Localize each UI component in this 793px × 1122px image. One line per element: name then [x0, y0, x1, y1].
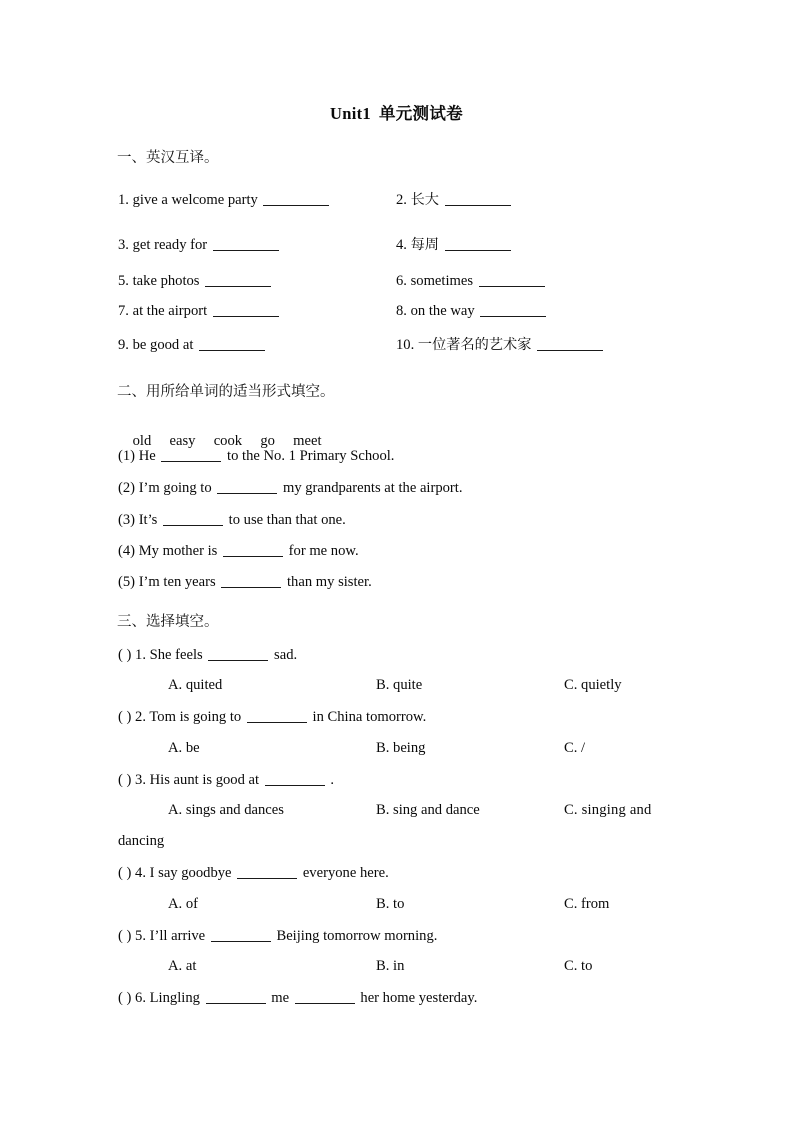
item-text: be good at — [132, 336, 194, 353]
option-c[interactable]: C. from — [564, 896, 610, 912]
word-bank-item-old: old — [132, 433, 152, 449]
item-text-after: than my sister. — [287, 573, 372, 590]
translation-item-4 — [396, 236, 513, 253]
word-bank-item-meet: meet — [293, 433, 322, 449]
item-text-after: my grandparents at the airport. — [282, 479, 463, 496]
choice-question-1 — [118, 646, 297, 663]
choice-question-5 — [118, 927, 437, 944]
section-2-heading: 二、用所给单词的适当形式填空。 — [117, 384, 335, 400]
item-number: (5) — [118, 573, 136, 590]
option-c[interactable]: C. quietly — [564, 677, 622, 693]
item-number: (4) — [118, 542, 136, 559]
page-title — [0, 100, 793, 124]
page-title-en: Unit1 — [330, 104, 371, 123]
item-text-middle: me — [271, 989, 290, 1006]
answer-bracket[interactable]: ( ) — [118, 708, 132, 725]
item-number: 8. — [396, 302, 407, 319]
option-b[interactable]: B. in — [376, 958, 405, 974]
answer-blank[interactable] — [163, 511, 223, 526]
item-text-after: for me now. — [288, 542, 359, 559]
answer-blank[interactable] — [295, 989, 355, 1004]
item-text-before: My mother is — [138, 542, 218, 559]
word-bank-item-go: go — [260, 433, 275, 449]
answer-blank[interactable] — [213, 302, 279, 317]
item-text-before: She feels — [149, 646, 203, 663]
item-text: on the way — [410, 302, 475, 319]
word-bank-item-cook: cook — [213, 433, 243, 449]
item-text-before: I say goodbye — [149, 864, 232, 881]
translation-item-3 — [118, 236, 281, 253]
item-text-before: His aunt is good at — [149, 771, 260, 788]
item-text: at the airport — [132, 302, 208, 319]
answer-blank[interactable] — [445, 191, 511, 206]
item-number: (2) — [118, 479, 136, 496]
fill-blank-item-1 — [118, 447, 394, 464]
fill-blank-item-2 — [118, 479, 463, 496]
section-1-heading: 一、英汉互译。 — [117, 150, 219, 166]
answer-blank[interactable] — [161, 447, 221, 462]
answer-blank[interactable] — [480, 302, 546, 317]
option-b[interactable]: B. sing and dance — [376, 802, 480, 818]
item-number: 9. — [118, 336, 129, 353]
choice-question-2 — [118, 708, 426, 725]
item-number: 4. — [396, 236, 407, 253]
item-text-after: in China tomorrow. — [312, 708, 427, 725]
answer-bracket[interactable]: ( ) — [118, 771, 132, 788]
answer-blank[interactable] — [223, 542, 283, 557]
translation-item-6 — [396, 272, 547, 289]
item-text: take photos — [132, 272, 200, 289]
option-a[interactable]: A. of — [168, 896, 198, 912]
answer-blank[interactable] — [217, 479, 277, 494]
choice-question-3 — [118, 771, 334, 788]
item-number: (3) — [118, 511, 136, 528]
item-number: 5. — [118, 272, 129, 289]
option-b[interactable]: B. being — [376, 740, 426, 756]
choice-options-1 — [0, 677, 680, 699]
item-text: 每周 — [410, 236, 439, 253]
item-text-after: everyone here. — [302, 864, 389, 881]
option-a[interactable]: A. sings and dances — [168, 802, 284, 818]
translation-item-2 — [396, 191, 513, 208]
translation-item-9 — [118, 336, 267, 353]
answer-blank[interactable] — [211, 927, 271, 942]
item-number: 2. — [135, 708, 146, 725]
answer-bracket[interactable]: ( ) — [118, 927, 132, 944]
item-text: 一位著名的艺术家 — [417, 336, 532, 353]
item-text-before: I’m going to — [138, 479, 212, 496]
choice-options-4 — [0, 896, 680, 918]
item-text-after: . — [330, 771, 335, 788]
item-number: 10. — [396, 336, 415, 353]
choice-options-3 — [0, 802, 680, 824]
option-c[interactable]: C. to — [564, 958, 593, 974]
answer-blank[interactable] — [479, 272, 545, 287]
word-bank-item-easy: easy — [169, 433, 196, 449]
item-text-after: sad. — [274, 646, 298, 663]
option-a[interactable]: A. quited — [168, 677, 223, 693]
item-text-before: I’m ten years — [138, 573, 216, 590]
choice-question-6 — [118, 989, 477, 1006]
answer-bracket[interactable]: ( ) — [118, 989, 132, 1006]
item-number: 1. — [135, 646, 146, 663]
item-number: 2. — [396, 191, 407, 208]
choice-options-2 — [0, 740, 680, 762]
item-text: get ready for — [132, 236, 208, 253]
item-text: 长大 — [410, 191, 439, 208]
fill-blank-item-3 — [118, 511, 346, 528]
option-a[interactable]: A. be — [168, 740, 200, 756]
item-number: 1. — [118, 191, 129, 208]
section-3-heading: 三、选择填空。 — [117, 614, 219, 630]
option-c[interactable]: C. / — [564, 740, 586, 756]
item-number: 4. — [135, 864, 146, 881]
answer-blank[interactable] — [265, 771, 325, 786]
item-text-before: I’ll arrive — [149, 927, 206, 944]
item-text-after: Beijing tomorrow morning. — [276, 927, 438, 944]
item-number: 7. — [118, 302, 129, 319]
answer-blank[interactable] — [213, 236, 279, 251]
translation-item-8 — [396, 302, 548, 319]
option-b[interactable]: B. quite — [376, 677, 423, 693]
translation-item-7 — [118, 302, 281, 319]
answer-blank[interactable] — [221, 573, 281, 588]
page-title-cn: 单元测试卷 — [378, 104, 463, 123]
item-text-after: to use than that one. — [228, 511, 346, 528]
translation-item-5 — [118, 272, 273, 289]
fill-blank-item-5 — [118, 573, 372, 590]
answer-bracket[interactable]: ( ) — [118, 646, 132, 663]
answer-blank[interactable] — [445, 236, 511, 251]
option-b[interactable]: B. to — [376, 896, 405, 912]
item-number: 6. — [396, 272, 407, 289]
item-text-after: her home yesterday. — [360, 989, 478, 1006]
fill-blank-item-4 — [118, 542, 359, 559]
option-c-wrap-line: dancing — [118, 833, 165, 849]
item-text: sometimes — [410, 272, 474, 289]
translation-item-10 — [396, 336, 605, 353]
answer-blank[interactable] — [263, 191, 329, 206]
translation-item-1 — [118, 191, 331, 208]
item-number: 5. — [135, 927, 146, 944]
answer-blank[interactable] — [247, 708, 307, 723]
item-text-before: It’s — [138, 511, 158, 528]
item-text-after: to the No. 1 Primary School. — [227, 447, 395, 464]
choice-question-4 — [118, 864, 389, 881]
item-text: give a welcome party — [132, 191, 258, 208]
option-c[interactable]: C. singing and — [564, 802, 652, 818]
answer-blank[interactable] — [237, 864, 297, 879]
answer-bracket[interactable]: ( ) — [118, 864, 132, 881]
option-a[interactable]: A. at — [168, 958, 197, 974]
item-number: 6. — [135, 989, 146, 1006]
item-number: 3. — [118, 236, 129, 253]
answer-blank[interactable] — [199, 336, 265, 351]
answer-blank[interactable] — [205, 272, 271, 287]
choice-options-5 — [0, 958, 680, 980]
item-text-before: Lingling — [149, 989, 200, 1006]
item-text-before: Tom is going to — [149, 708, 242, 725]
answer-blank[interactable] — [206, 989, 266, 1004]
item-number: (1) — [118, 447, 136, 464]
item-number: 3. — [135, 771, 146, 788]
answer-blank[interactable] — [537, 336, 603, 351]
item-text-before: He — [138, 447, 156, 464]
answer-blank[interactable] — [208, 646, 268, 661]
